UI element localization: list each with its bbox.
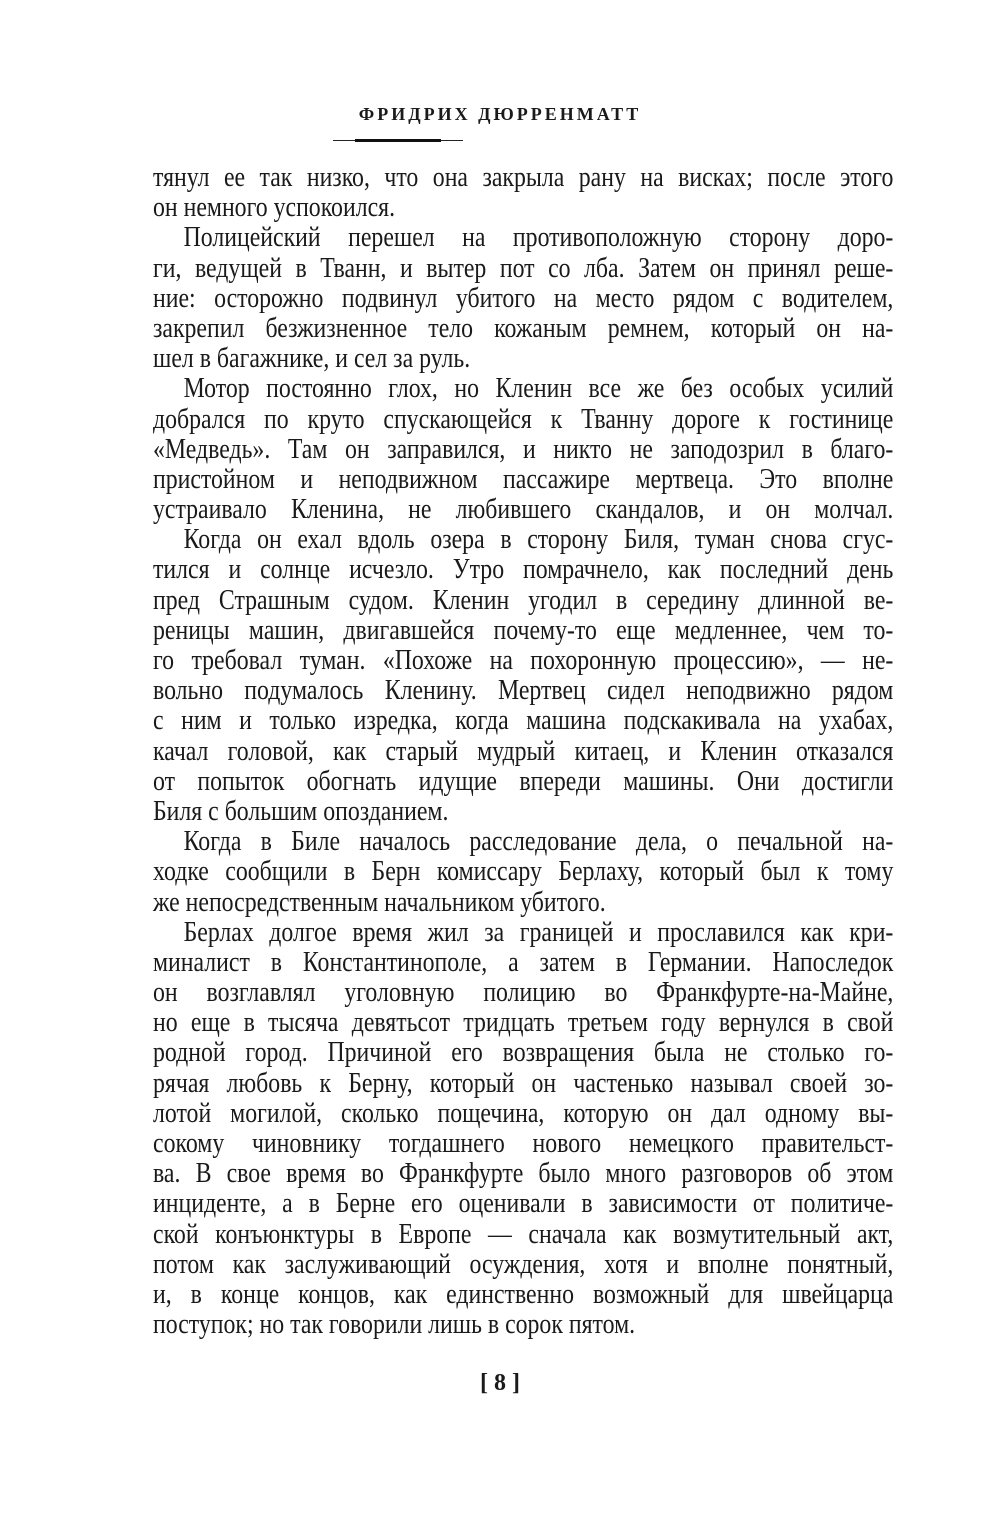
text-line: Берлах долгое время жил за границей и прославился как кри-	[183, 916, 894, 948]
text-line: добрался по круто спускающейся к Тванну дороге к гостинице	[153, 403, 894, 435]
text-line: ходке сообщили в Берн комиссару Берлаху, который был к тому	[153, 856, 894, 888]
text-line: «Медведь». Там он заправился, и никто не заподозрил в благо-	[153, 433, 894, 465]
text-line: Биля с большим опозданием.	[153, 795, 449, 827]
text-line: рячая любовь к Берну, который он частенько называл своей зо-	[153, 1067, 894, 1099]
text-line: ской конъюнктуры в Европе — сначала как возмутительный акт,	[153, 1218, 894, 1250]
running-head: ФРИДРИХ ДЮРРЕНМАТТ	[358, 104, 642, 124]
text-line: пристойном и неподвижном пассажире мертвеца. Это вполне	[153, 463, 894, 495]
text-line: сокому чиновнику тогдашнего нового немецкого правительст-	[153, 1128, 894, 1159]
text-line: устраивало Кленина, не любившего скандалов, и он молчал.	[153, 494, 894, 526]
text-line: ние: осторожно подвинул убитого на место рядом с водителем,	[153, 282, 894, 314]
text-line: Мотор постоянно глох, но Кленин все же без особых усилий	[183, 373, 894, 405]
text-line: вольно подумалось Кленину. Мертвец сидел неподвижно рядом	[153, 675, 894, 707]
text-line: инциденте, а в Берне его оценивали в зависимости от политиче-	[153, 1188, 894, 1220]
header-rule	[333, 140, 463, 141]
text-line: Полицейский перешел на противоположную сторону доро-	[183, 222, 894, 254]
text-line: с ним и только изредка, когда машина подскакивала на ухабах,	[153, 705, 894, 737]
text-line: реницы машин, двигавшейся почему-то еще медленнее, чем то-	[153, 614, 894, 646]
text-line: тился и солнце исчезло. Утро помрачнело, как последний день	[153, 554, 894, 586]
text-line: пред Страшным судом. Кленин угодил в середину длинной ве-	[153, 584, 894, 616]
text-line: ва. В свое время во Франкфурте было много разговоров об этом	[153, 1158, 894, 1190]
body-text	[153, 163, 893, 1340]
text-line: лотой могилой, сколько пощечина, которую он дал одному вы-	[153, 1097, 894, 1129]
text-line: закрепил безжизненное тело кожаным ремнем, который он на-	[153, 312, 894, 344]
text-line: поступок; но так говорили лишь в сорок пятом.	[153, 1309, 636, 1341]
text-line: он возглавлял уголовную полицию во Франкфурте-на-Майне,	[153, 977, 894, 1009]
text-line: го требовал туман. «Похоже на похоронную процессию», — не-	[153, 645, 894, 676]
text-line: качал головой, как старый мудрый китаец, и Кленин отказался	[153, 735, 894, 767]
text-line: Когда он ехал вдоль озера в сторону Биля, туман снова сгус-	[183, 524, 894, 556]
text-line: от попыток обогнать идущие впереди машины. Они достигли	[153, 765, 894, 797]
page-number: [ 8 ]	[480, 1370, 520, 1396]
text-line: потом как заслуживающий осуждения, хотя и вполне понятный,	[153, 1248, 894, 1280]
text-line: шел в багажнике, и сел за руль.	[153, 343, 471, 375]
text-line: но еще в тысяча девятьсот тридцать третьем году вернулся в свой	[153, 1007, 894, 1039]
text-line: родной город. Причиной его возвращения была не столько го-	[153, 1037, 894, 1069]
text-line: ги, ведущей в Тванн, и вытер пот со лба. Затем он принял реше-	[153, 252, 894, 284]
text-line: Когда в Биле началось расследование дела, о печальной на-	[183, 826, 894, 858]
text-line: миналист в Константинополе, а затем в Германии. Напоследок	[153, 946, 894, 978]
text-line: и, в конце концов, как единственно возможный для швейцарца	[153, 1278, 894, 1310]
text-line: тянул ее так низко, что она закрыла рану на висках; после этого	[153, 162, 894, 193]
text-line: же непосредственным начальником убитого.	[153, 886, 606, 918]
text-line: он немного успокоился.	[153, 192, 396, 224]
